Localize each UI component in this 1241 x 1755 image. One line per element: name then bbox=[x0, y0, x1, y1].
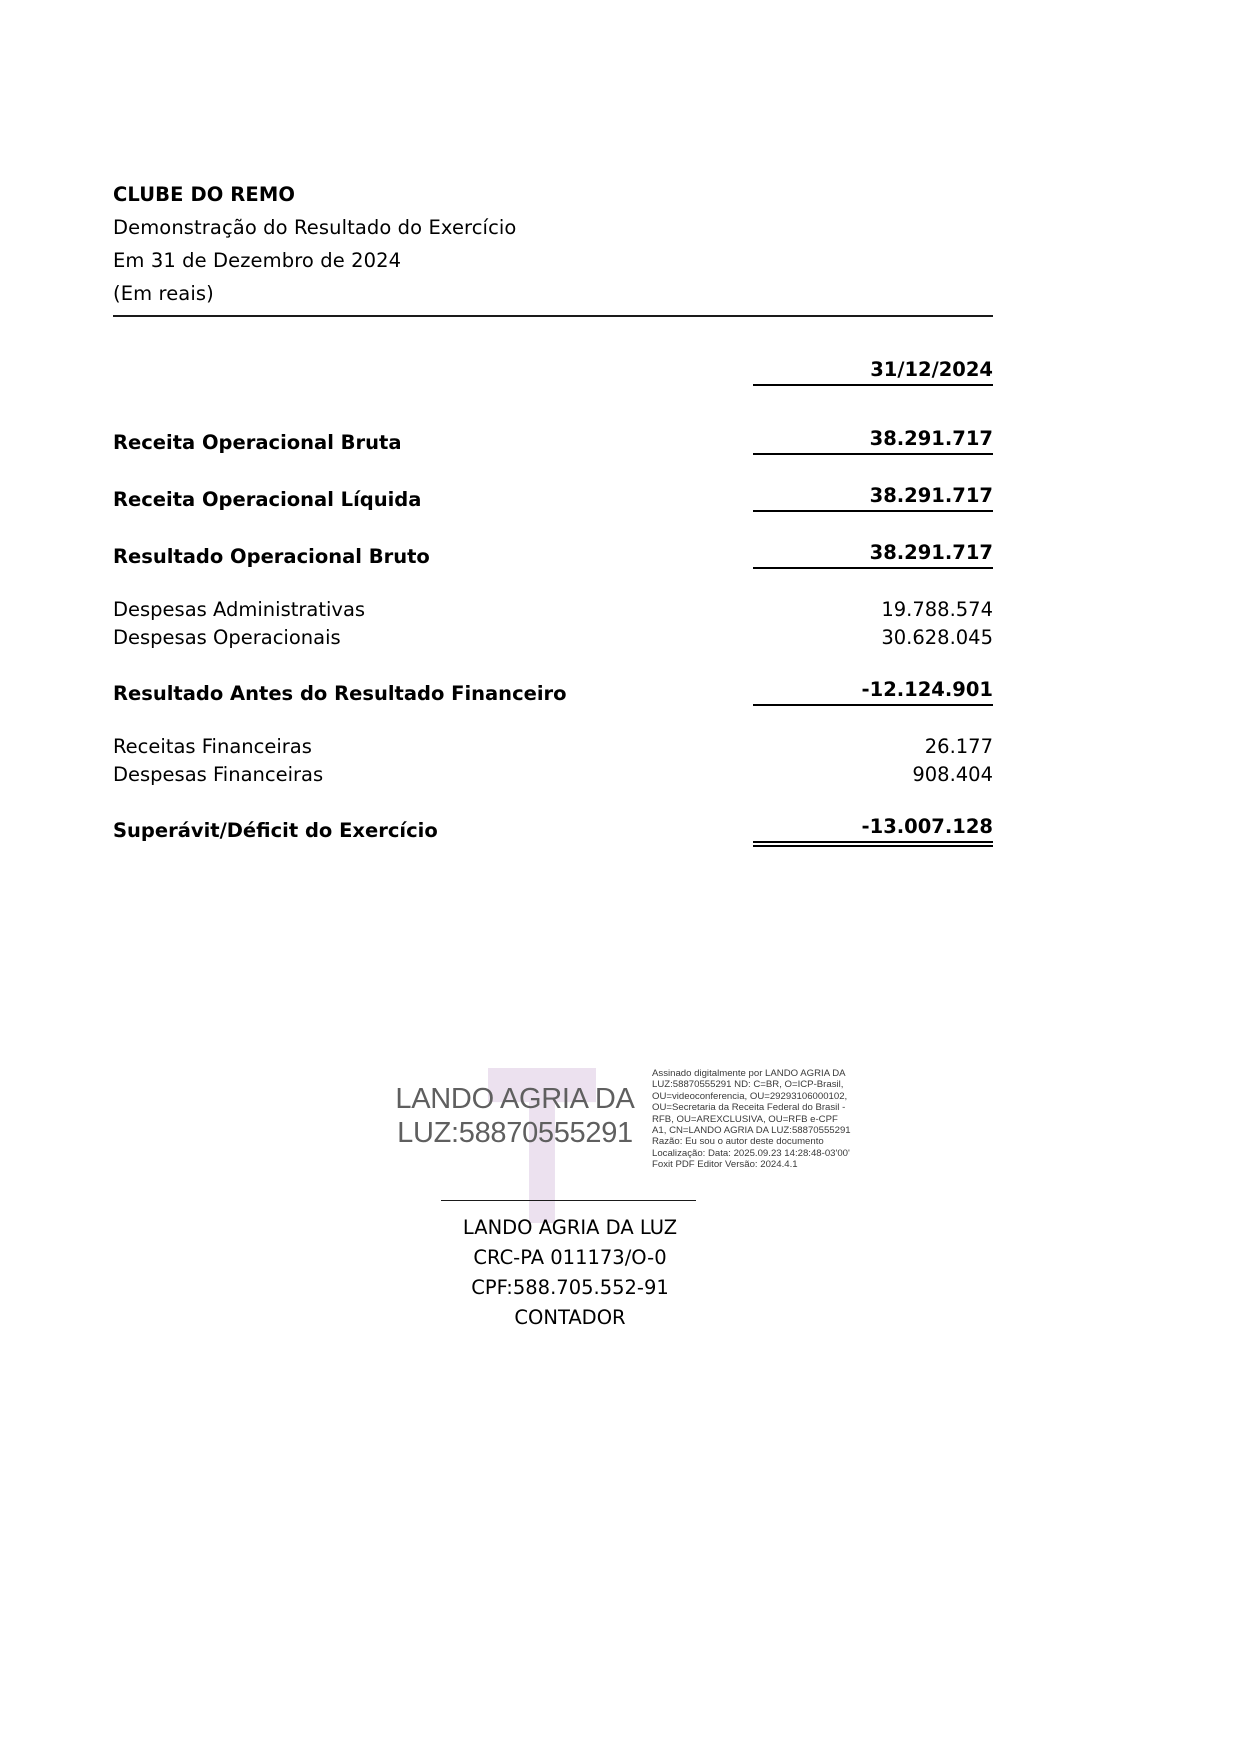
row-label: Receita Operacional Líquida bbox=[113, 488, 422, 511]
table-row bbox=[113, 542, 993, 568]
statement-period: Em 31 de Dezembro de 2024 bbox=[113, 249, 402, 272]
table-row bbox=[113, 485, 993, 511]
header-label-cell bbox=[113, 359, 753, 385]
column-header-date: 31/12/2024 bbox=[753, 359, 993, 385]
income-statement-table bbox=[113, 317, 993, 843]
signer-name: LANDO AGRIA DA LUZ bbox=[462, 1216, 678, 1239]
statement-title: Demonstração do Resultado do Exercício bbox=[113, 216, 517, 239]
row-label: Receita Operacional Bruta bbox=[113, 431, 402, 454]
row-label: Resultado Operacional Bruto bbox=[113, 545, 430, 568]
row-label: Resultado Antes do Resultado Financeiro bbox=[113, 682, 567, 705]
signature-metadata: Assinado digitalmente por LANDO AGRIA DA LUZ:58870555291 ND: C=BR, O=ICP-Brasil, OU=videoconferencia, OU=29293106000102, OU=Secretaria da Receita Federal do Brasil - RFB, OU=AREXCLUSIVA, OU=RFB e-CPF A1, CN=LANDO AGRIA DA LUZ:58870555291 Razão: Eu sou o autor deste documento Localização: Data: 2025.09.23 14:28:48-03'00' Foxit PDF Editor Versão: 2024.4.1 bbox=[652, 1068, 851, 1171]
row-value: 30.628.045 bbox=[881, 626, 993, 649]
signer-credentials bbox=[320, 1213, 820, 1333]
row-label: Superávit/Déficit do Exercício bbox=[113, 819, 438, 842]
table-row bbox=[113, 599, 993, 621]
row-value: -12.124.901 bbox=[753, 679, 993, 705]
row-label: Despesas Financeiras bbox=[113, 763, 324, 786]
signer-crc: CRC-PA 011173/O-0 bbox=[473, 1246, 667, 1269]
signature-rule bbox=[441, 1200, 696, 1201]
currency-note: (Em reais) bbox=[113, 282, 214, 305]
row-value: 19.788.574 bbox=[881, 598, 993, 621]
entity-name: CLUBE DO REMO bbox=[113, 183, 296, 206]
table-row bbox=[113, 736, 993, 758]
document-header bbox=[113, 0, 993, 317]
row-value: 38.291.717 bbox=[753, 485, 993, 511]
table-row bbox=[113, 679, 993, 705]
table-row bbox=[113, 428, 993, 454]
signer-role: CONTADOR bbox=[514, 1306, 626, 1329]
row-value: 26.177 bbox=[924, 735, 993, 758]
signature-stamp-name: LANDO AGRIA DA LUZ:58870555291 bbox=[395, 1083, 635, 1149]
row-label: Despesas Administrativas bbox=[113, 598, 366, 621]
table-row bbox=[113, 816, 993, 842]
table-header-row bbox=[113, 359, 993, 385]
row-value: 38.291.717 bbox=[753, 428, 993, 454]
row-value: 908.404 bbox=[912, 763, 993, 786]
table-row bbox=[113, 764, 993, 786]
signer-cpf: CPF:588.705.552-91 bbox=[471, 1276, 669, 1299]
row-label: Receitas Financeiras bbox=[113, 735, 312, 758]
statement-sheet bbox=[113, 0, 993, 843]
row-label: Despesas Operacionais bbox=[113, 626, 341, 649]
row-value: -13.007.128 bbox=[753, 816, 993, 842]
table-row bbox=[113, 627, 993, 649]
row-value: 38.291.717 bbox=[753, 542, 993, 568]
